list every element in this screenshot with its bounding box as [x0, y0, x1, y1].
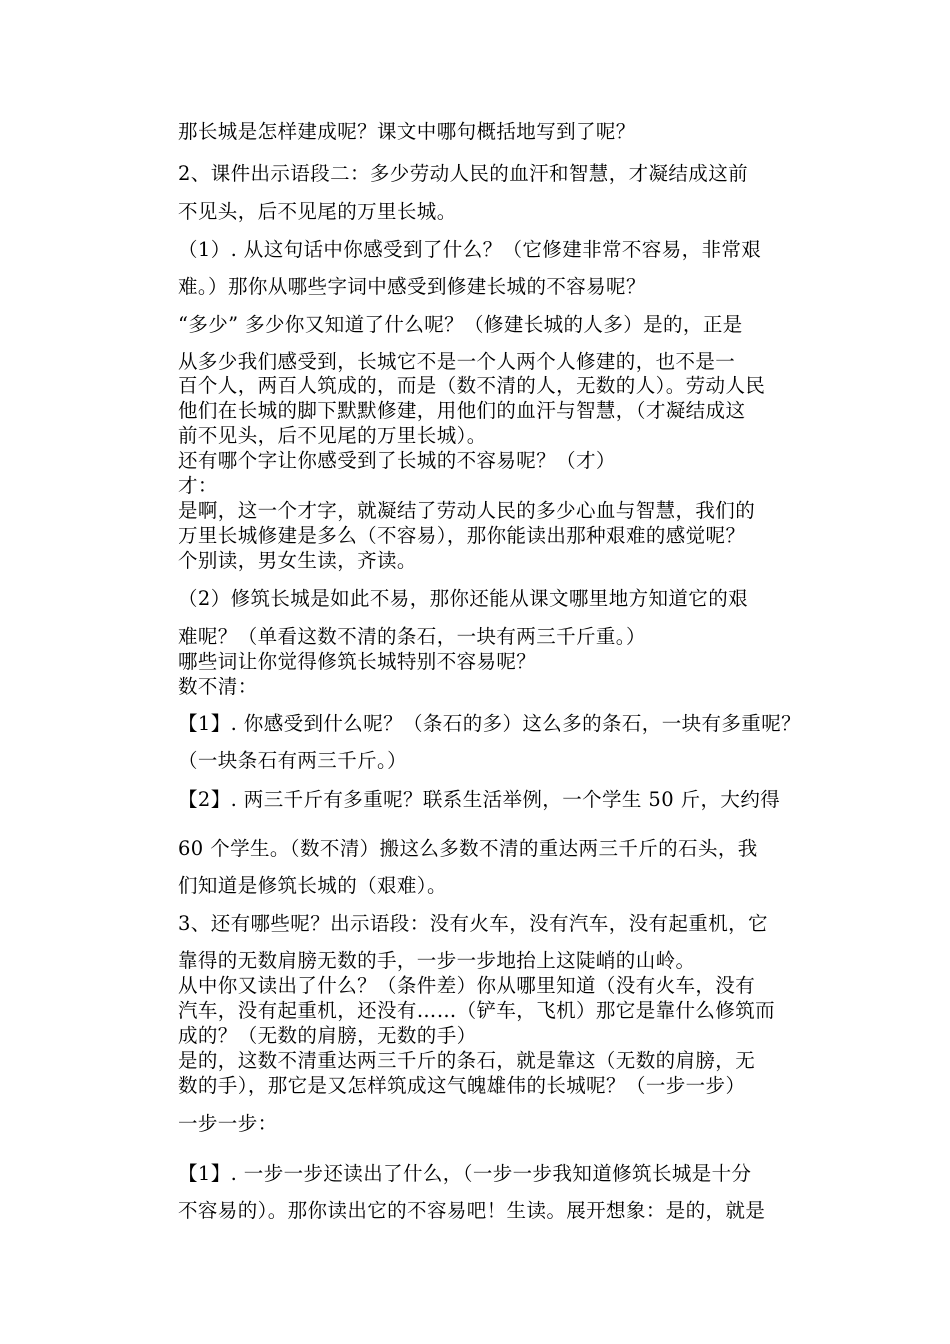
text-line: 前不见头，后不见尾的万里长城）。: [178, 424, 487, 447]
text-line: 个别读，男女生读，齐读。: [178, 549, 417, 572]
text-line: 万里长城修建是多么（不容易），那你能读出那种艰难的感觉呢？: [178, 524, 746, 547]
text-line: （一块条石有两三千斤。）: [178, 749, 408, 772]
text-line: 数的手），那它是又怎样筑成这气魄雄伟的长城呢？（一步一步）: [178, 1074, 746, 1097]
text-line: 【2】. 两三千斤有多重呢？联系生活举例，一个学生 50 斤，大约得: [178, 788, 781, 811]
text-line: 还有哪个字让你感受到了长城的不容易呢？（才）: [178, 449, 616, 472]
text-line: 从中你又读出了什么？（条件差）你从哪里知道（没有火车，没有: [178, 974, 756, 997]
text-line: 哪些词让你觉得修筑长城特别不容易呢？: [178, 650, 537, 673]
text-line: 从多少我们感受到，长城它不是一个人两个人修建的，也不是一: [178, 350, 736, 373]
text-line: 【1】. 一步一步还读出了什么，（一步一步我知道修筑长城是十分: [178, 1162, 752, 1185]
text-line: 靠得的无数肩膀无数的手，一步一步地抬上这陡峭的山岭。: [178, 949, 696, 972]
text-line: 数不清：: [178, 675, 258, 698]
text-line: 是啊，这一个才字，就凝结了劳动人民的多少心血与智慧，我们的: [178, 499, 756, 522]
text-line: 汽车，没有起重机，还没有……（铲车，飞机）那它是靠什么修筑而: [178, 999, 776, 1022]
text-line: （1）. 从这句话中你感受到了什么？（它修建非常不容易，非常艰: [178, 238, 762, 261]
text-line: 们知道是修筑长城的（艰难）。: [178, 874, 447, 897]
text-line: 那长城是怎样建成呢？课文中哪句概括地写到了呢？: [178, 120, 636, 143]
text-line: 2、课件出示语段二：多少劳动人民的血汗和智慧，才凝结成这前: [178, 162, 749, 185]
text-line: “多少” 多少你又知道了什么呢？（修建长城的人多）是的，正是: [178, 313, 743, 336]
text-line: 【1】. 你感受到什么呢？（条石的多）这么多的条石，一块有多重呢？: [178, 712, 802, 735]
text-line: 难呢？（单看这数不清的条石，一块有两三千斤重。）: [178, 625, 646, 648]
text-line: 不容易的）。那你读出它的不容易吧！生读。展开想象：是的，就是: [178, 1199, 766, 1222]
text-line: 3、还有哪些呢？出示语段：没有火车，没有汽车，没有起重机，它: [178, 912, 768, 935]
text-line: 成的？（无数的肩膀，无数的手）: [178, 1024, 477, 1047]
text-line: 一步一步：: [178, 1112, 278, 1135]
text-line: 才：: [178, 474, 218, 497]
text-line: 他们在长城的脚下默默修建，用他们的血汗与智慧，（才凝结成这: [178, 399, 746, 422]
text-line: 不见头，后不见尾的万里长城。: [178, 200, 457, 223]
text-line: （2）修筑长城是如此不易，那你还能从课文哪里地方知道它的艰: [178, 587, 749, 610]
text-line: 难。）那你从哪些字词中感受到修建长城的不容易呢？: [178, 275, 646, 298]
text-line: 是的，这数不清重达两三千斤的条石，就是靠这（无数的肩膀，无: [178, 1049, 756, 1072]
text-line: 60 个学生。（数不清）搬这么多数不清的重达两三千斤的石头，我: [178, 837, 758, 860]
text-line: 百个人，两百人筑成的，而是（数不清的人，无数的人）。劳动人民: [178, 374, 766, 397]
